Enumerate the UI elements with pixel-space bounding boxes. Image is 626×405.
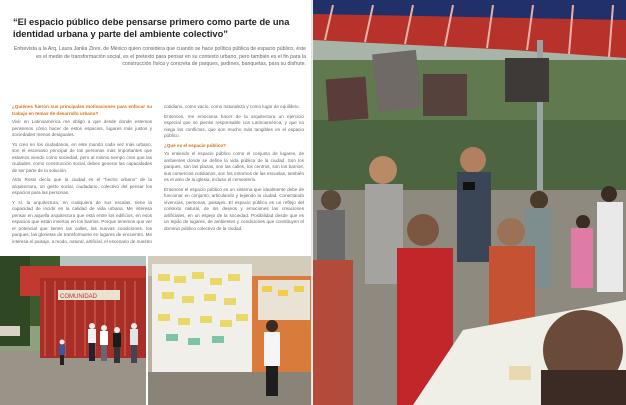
paragraph: cotidiano, como vacío, como naturaleza y como lugar de equilibrio. [164,104,300,109]
pavilion-sign: COMUNIDAD [60,294,97,300]
article-intro: Entrevista a la Arq. Laura Janka Zires, de México quien considera que cuando se hace política pública de espacio público, éste es el medio de transformación social, es el pretexto para pensar en su contexto urbano, pero también es el fin para la construcción física y concreta de parques, jardines, banquetas, para su disfrute. [13,46,306,68]
paragraph: Yo creo en los ciudadanos, en este mundo cada vez más urbano, son el escenario principal de las personas más importantes que estamos viendo como sociedad, pero al mismo tiempo creo que las ciudades, como construcción social, deben generar las capacidades de ser parte de la solución. [12,141,152,173]
photo-red-pavilion [0,256,146,405]
text-column-2 [164,104,304,235]
paragraph: Yo entiendo el espacio público como el conjunto de lugares, de ambientes donde se define la vida pública de la ciudad. Son los parques, son las plazas, son las calles, los centros, son los barrios, sus comercios cotidianos, son los entornos de las escuelas, también es el atrio de la iglesia, incluso el cementerio. [164,151,304,182]
paragraph: Aldo Rossi decía que la ciudad es el “hecho urbano” de la arquitectura, un gesto social, ciudadano, colectivo del pensar los espacios para las personas. [12,177,152,195]
paragraph: Entonces, me emociona hacer de la arquitectura un ejercicio especial que se piense responsable con Latinoamérica, y que no niega los conflictos, que son mucho más tangibles en el espacio público. [164,113,304,138]
article-title: “El espacio público debe pensarse primero como parte de una identidad urbana y parte del ambiente colectivo” [13,17,290,39]
photo-community-meeting [313,0,626,405]
paragraph: Y sí, la arquitectura, en cualquiera de sus escalas, tiene la capacidad de incidir en la calidad de vida urbana. Me interesa pensar en aquella arquitectura que está entre los edificios, en esos espacios que están insertos en los barrios. Porque tenemos que ver el potencial que tienen las calles, las nuevas condiciones, los parques, las glorietas de transformarse en lugares de encuentro. Me interesa el paisaje, a modo, natural, artificial, el escenario de nuestro [12,199,152,244]
paragraph: Entonces el espacio público es un sistema que idealmente debe de funcionar en conjunto, articulando y tejiendo la ciudad. Conectando vivencias, personas, paisajes. El espacio público es un reflejo del contexto natural, de los deseos y emociones las creaciones artificiales, en un espejo de la sociedad. Posibilidad desde que es un tejido de lugares, de ambientes y condiciones que constituyen el dominio público colectivo de la ciudad. [164,186,304,231]
text-column-1 [12,104,152,248]
photo-workshop-notes [148,256,312,405]
left-page [0,0,312,405]
paragraph: Vivir en Latinoamérica me obligó a que desde donde estemos pensemos cómo hacer de estos espacios, lugares más justos y sociedades menos desiguales. [12,119,152,137]
interview-question: ¿Qué es el espacio público? [164,142,227,148]
interview-question: ¿Quiénes fueron sus principales motivaciones para enfocar su trabajo en temas de desarrollo urbano? [12,104,152,116]
